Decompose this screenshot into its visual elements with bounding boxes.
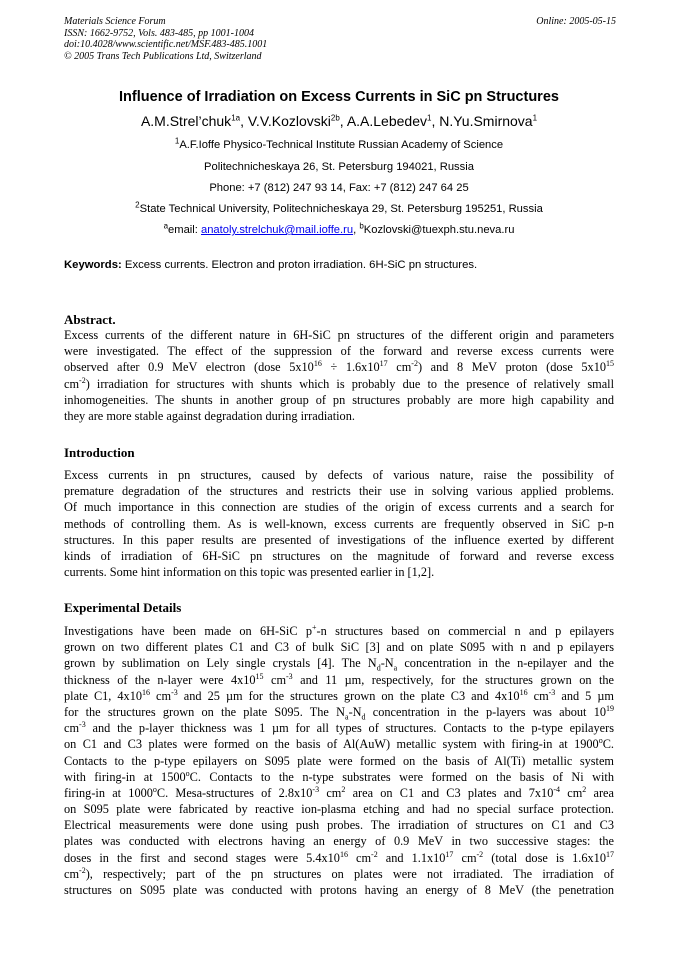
- author-sup: 1: [426, 113, 432, 123]
- author-name: A.A.Lebedev: [346, 113, 427, 129]
- text-line: were investigated. The effect of the suppression of the forward and reverse excess currents were: [64, 344, 614, 359]
- email-line: [0, 221, 678, 236]
- text-line: on S095 plate were fabricated by reactive ion-plasma etching and had no special surface protection.: [64, 802, 614, 817]
- text-line: structures on S095 plate was conducted with protons having an energy of 8 MeV (the penetration: [64, 883, 614, 897]
- author-sup: 2b: [330, 113, 340, 123]
- affiliation-1-phone: Phone: +7 (812) 247 93 14, Fax: +7 (812) 247 64 25: [209, 182, 469, 194]
- copyright-line: © 2005 Trans Tech Publications Ltd, Switzerland: [64, 50, 262, 62]
- email-sup: b: [359, 221, 364, 231]
- author-sup: 1: [532, 113, 538, 123]
- online-date: Online: 2005-05-15: [536, 16, 616, 27]
- introduction-paragraph: [64, 467, 614, 580]
- text-line: premature degradation of the structures and restricts their use in solving various applied problems.: [64, 484, 614, 499]
- affiliation-sup: 1: [174, 136, 180, 146]
- text-line: for the structures grown on the plate S095. The $N_a-N_d$ concentration in the p-layers was about $10^{19}$: [64, 703, 614, 722]
- text-line: firing-in at 1000$^o$C. Mesa-structures of $2.8x10^{-3}$ $cm^2$ area on C1 and C3 plates and $7x10^{-4}$ $cm^2$ area: [64, 784, 614, 800]
- text-line: grown on two different plates C1 and C3 of bulk SiC [3] and on plate S095 with n and p epilayers: [64, 640, 614, 655]
- introduction-heading: Introduction: [64, 445, 135, 460]
- abstract-paragraph: [64, 327, 614, 424]
- text-line: structures. In this paper results are presented of investigations of the influence exerted by different: [64, 532, 614, 547]
- email-sup: a: [163, 221, 169, 231]
- text-line: currents. Some hint information on this topic was presented earlier in [1,2].: [64, 565, 435, 580]
- keywords-line: [64, 259, 624, 271]
- text-line: plates was conducted with electrons having an energy of 0.9 MeV in two successive stages: the: [64, 834, 614, 849]
- text-line: $cm^{-2}$) irradiation for structures with shunts which is probably due to the presence of relatively small: [64, 375, 614, 391]
- text-line: Of much importance in this connection are studies of the origin of excess currents and a search for: [64, 500, 614, 515]
- text-line: thickness of the n-layer were $4x10^{15}$ $cm^{-3}$ and 11 µm, respectively, for the structures grown on the: [64, 671, 614, 687]
- email-label: email:: [168, 224, 201, 236]
- affiliation-text: A.F.Ioffe Physico-Technical Institute Russian Academy of Science: [179, 139, 504, 151]
- affiliation-1-address: Politechnicheskaya 26, St. Petersburg 194021, Russia: [204, 161, 474, 173]
- issn-line: ISSN: 1662-9752, Vols. 483-485, pp 1001-1004: [64, 27, 254, 39]
- text-line: Contacts to the p-type epilayers on S095 plate were formed on the basis of Al(Ti) metallic system: [64, 753, 614, 768]
- text-line: Excess currents of the different nature in 6H-SiC pn structures of the different origin and parameters: [64, 328, 614, 342]
- text-line: Excess currents in pn structures, caused by defects of various nature, raise the possibility of: [64, 468, 614, 482]
- text-line: on C1 and C3 plates were formed on the basis of Al(AuW) metallic system with firing-in at 1900$^o$C.: [64, 736, 614, 752]
- author-sep: ,: [339, 113, 347, 129]
- keywords-text: Excess currents. Electron and proton irradiation. 6H-SiC pn structures.: [121, 259, 478, 271]
- email-sep: ,: [353, 224, 360, 236]
- abstract-heading: Abstract.: [64, 312, 116, 327]
- author-name: N.Yu.Smirnova: [439, 113, 533, 129]
- text-line: doses in the first and second stages were $5.4x10^{16}$ $cm^{-2}$ and $1.1x10^{17}$ $cm^{-2}$ (total dose is $1.6x10^{17}$: [64, 849, 614, 865]
- text-line: Electrical measurements were done using push probes. The irradiation of structures on C1 and C3: [64, 818, 614, 833]
- experimental-heading: Experimental Details: [64, 600, 182, 615]
- affiliation-text: State Technical University, Politechnicheskaya 29, St. Petersburg 195251, Russia: [139, 203, 543, 215]
- affiliation-2: [0, 200, 678, 215]
- author-sup: 1a: [231, 113, 241, 123]
- text-line: plate C1, $4x10^{16}$ $cm^{-3}$ and 25 µm for the structures grown on the plate C3 and $4x10^{16}$ $cm^{-3}$ and 5 µm: [64, 687, 614, 703]
- text-line: kinds of irradiation of 6H-SiC pn structures on the magnitude of forward and reverse excess: [64, 548, 614, 563]
- email-link[interactable]: anatoly.strelchuk@mail.ioffe.ru: [200, 224, 354, 236]
- text-line: observed after 0.9 MeV electron (dose $5x10^{16} \div 1.6x10^{17}$ $cm^{-2}$) and 8 MeV proton (dose $5x10^{15}$: [64, 359, 615, 375]
- text-line: $cm^{-3}$ and the p-layer thickness was 1 µm for all types of structures. Contacts to the p-type epilayers: [64, 720, 614, 736]
- journal-name: Materials Science Forum: [64, 16, 166, 27]
- text-line: methods of controlling them. As is well-known, excess currents are frequently observed in SiC p-n: [64, 516, 614, 531]
- author-sep: ,: [431, 113, 440, 129]
- text-line: grown by sublimation on Lely single crystals [4]. The $N_d-N_a$ concentration in the n-epilayer and the: [64, 656, 614, 673]
- author-sep: ,: [240, 113, 248, 129]
- author-name: V.V.Kozlovski: [247, 113, 331, 129]
- affiliation-1: [0, 136, 678, 151]
- author-name: A.M.Strel’chuk: [140, 113, 232, 129]
- email-text: Kozlovski@tuexph.stu.neva.ru: [363, 224, 515, 236]
- text-line: Investigations have been made on 6H-SiC p+-n structures based on commercial n and p epilayers: [64, 622, 614, 638]
- text-line: they are more stable against degradation during irradiation.: [64, 408, 355, 423]
- text-line: inhomogeneities. The shunts in another group of pn structures probably are more high capability and: [64, 392, 614, 407]
- paper-title: Influence of Irradiation on Excess Currents in SiC pn Structures: [119, 89, 559, 105]
- text-line: with firing-in at 1500$^o$C. Contacts to the n-type substrates were formed on the basis of Ni with: [64, 768, 614, 784]
- experimental-paragraph: [64, 623, 614, 898]
- keywords-label: Keywords:: [64, 259, 122, 271]
- affiliation-sup: 2: [135, 200, 140, 210]
- doi-line: doi:10.4028/www.scientific.net/MSF.483-485.1001: [64, 39, 268, 50]
- author-list: [0, 113, 678, 129]
- journal-header: [64, 16, 616, 62]
- text-line: $cm^{-2}$), respectively; part of the pn structures on plates were not irradiated. The irradiation of: [64, 865, 614, 881]
